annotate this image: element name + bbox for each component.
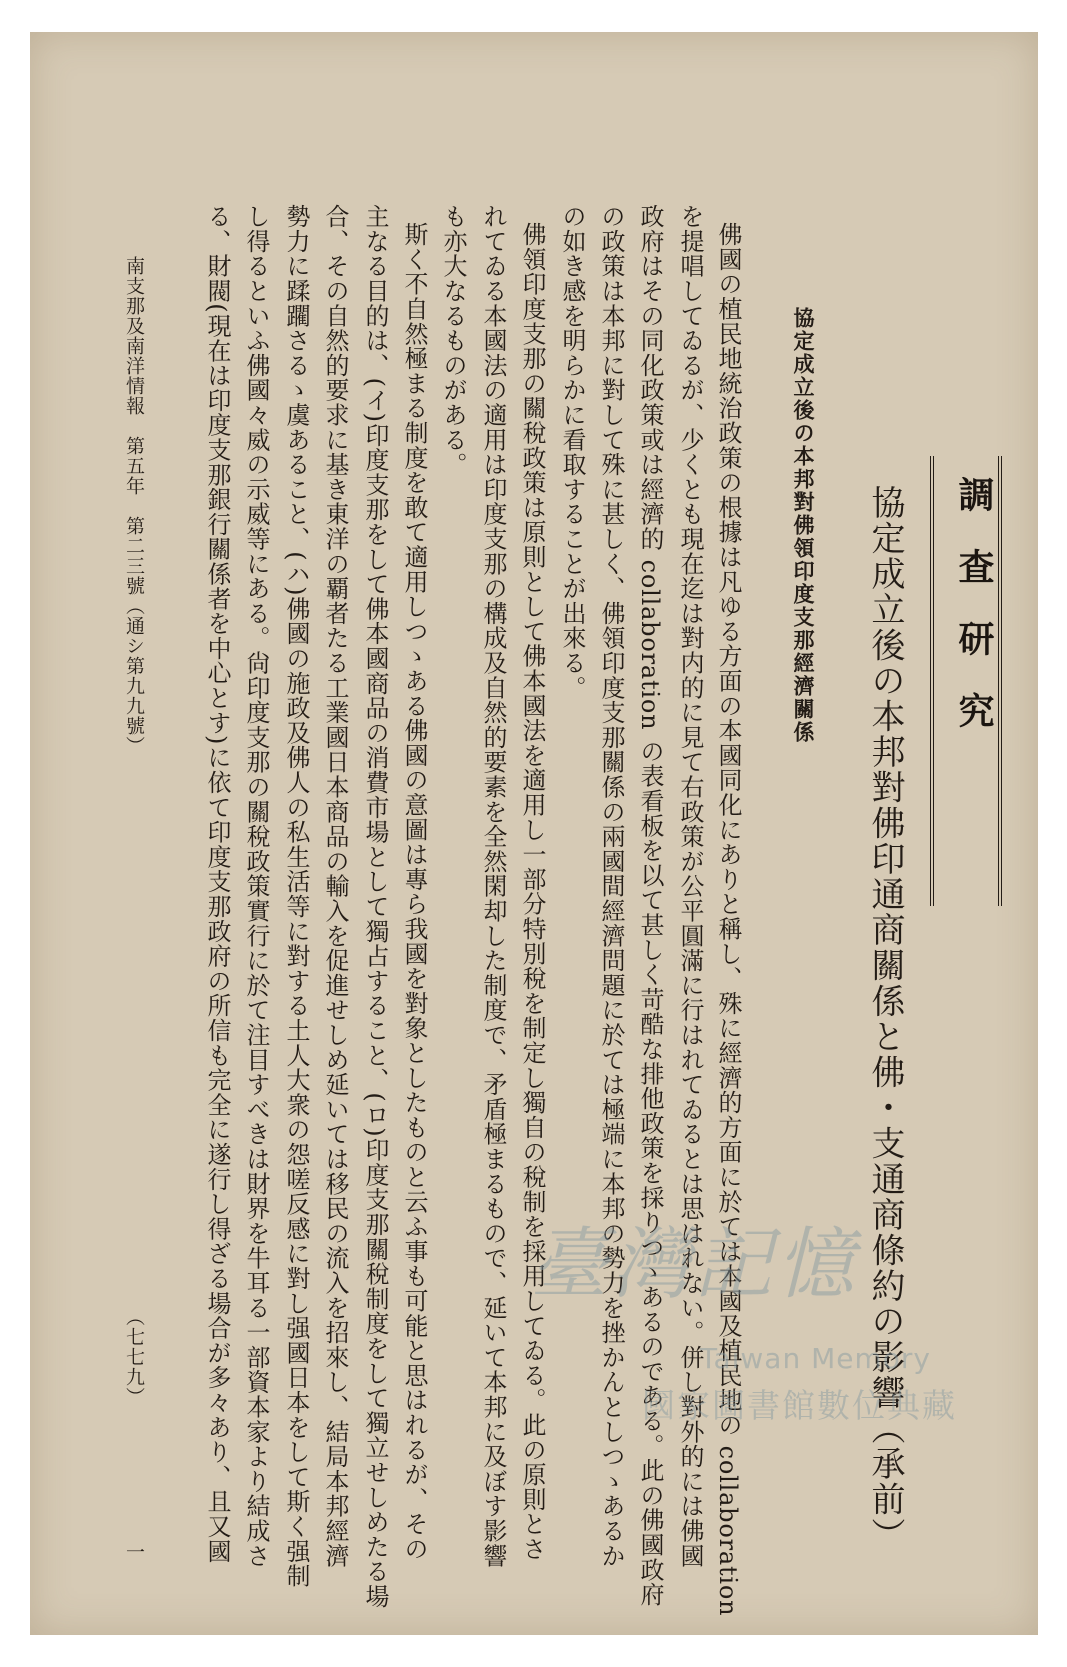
article-subtitle: 協定成立後の本邦對佛領印度支那經濟關係 [791,307,815,744]
body-line: も亦大なるものがある。 [439,204,467,477]
body-line: 斯く不自然極まる制度を敢て適用しつゝある佛國の意圖は專ら我國を對象としたものと云ふ事も可能と思はれるが、その [400,222,428,1562]
watermark [530,1202,1010,1425]
page-total: （七七九） [123,1307,145,1407]
body-line: の政策は本邦に對して殊に甚しく、佛領印度支那關係の兩國間經濟問題に於ては極端に本邦の勢力を挫かんとしつゝあるか [597,204,625,1568]
section-label: 調査研究 [953,476,994,764]
body-line: 主なる目的は、(イ)印度支那をして佛本國商品の消費市場として獨占すること、(ロ)印度支那關稅制度をして獨立せしめたる場 [361,204,389,1609]
body-line: 佛領印度支那の關稅政策は原則として佛本國法を適用し一部分特別稅を制定し獨自の稅制を採用してゐる。此の原則とさ [518,222,546,1562]
body-line: し得るといふ佛國々威の示威等にある。尙印度支那の關稅政策實行に於て注目すべきは財界を牛耳る一部資本家より結成さ [242,204,270,1568]
body-line: れてゐる本國法の適用は印度支那の構成及自然的要素を全然閑却した制度で、矛盾極まるもので、延いて本邦に及ぼす影響 [479,204,507,1568]
section-header-box [930,456,1002,906]
body-line: 佛國の植民地統治政策の根據は凡ゆる方面の本國同化にありと稱し、殊に經濟的方面に於ては本國及植民地の collaboration [714,222,742,1617]
document-page [30,32,1038,1635]
body-line: 政府はその同化政策或は經濟的 collaboration の表看板を以て甚しく苛酷な排他政策を採りつゝあるのである。此の佛國政府 [636,204,664,1607]
body-line: の如き感を明らかに看取することが出來る。 [558,204,586,700]
body-line: る、財閥(現在は印度支那銀行關係者を中心とす)に依て印度支那政府の所信も完全に遂行し得ざる場合が多々あり、且又國 [203,204,231,1564]
body-line: を提唱してゐるが、少くとも現在迄は對内的に見て右政策が公平圓滿に行はれてゐるとは思はれない。併し對外的には佛國 [676,204,704,1568]
article-title: 協定成立後の本邦對佛印通商關係と佛・支通商條約の影響（承前） [865,485,905,1553]
watermark-english: Taiwan Memory [700,1342,931,1375]
journal-info: 南支那及南洋情報 第五年 第二三號（通シ第九九號） [123,256,145,756]
watermark-sub: 國家圖書館數位典藏 [642,1386,957,1425]
page-number: 一 [123,1542,145,1562]
body-line: 合、その自然的要求に基き東洋の覇者たる工業國日本商品の輸入を促進せしめ延いては移民の流入を招來し、結局本邦經濟 [321,204,349,1568]
watermark-brand: 臺灣記憶 [530,1220,859,1310]
body-line: 勢力に蹂躙さるゝ虞あること、(ハ)佛國の施政及佛人の私生活等に對する土人大衆の怨嗟反感に對し强國日本をして斯く强制 [282,204,310,1589]
